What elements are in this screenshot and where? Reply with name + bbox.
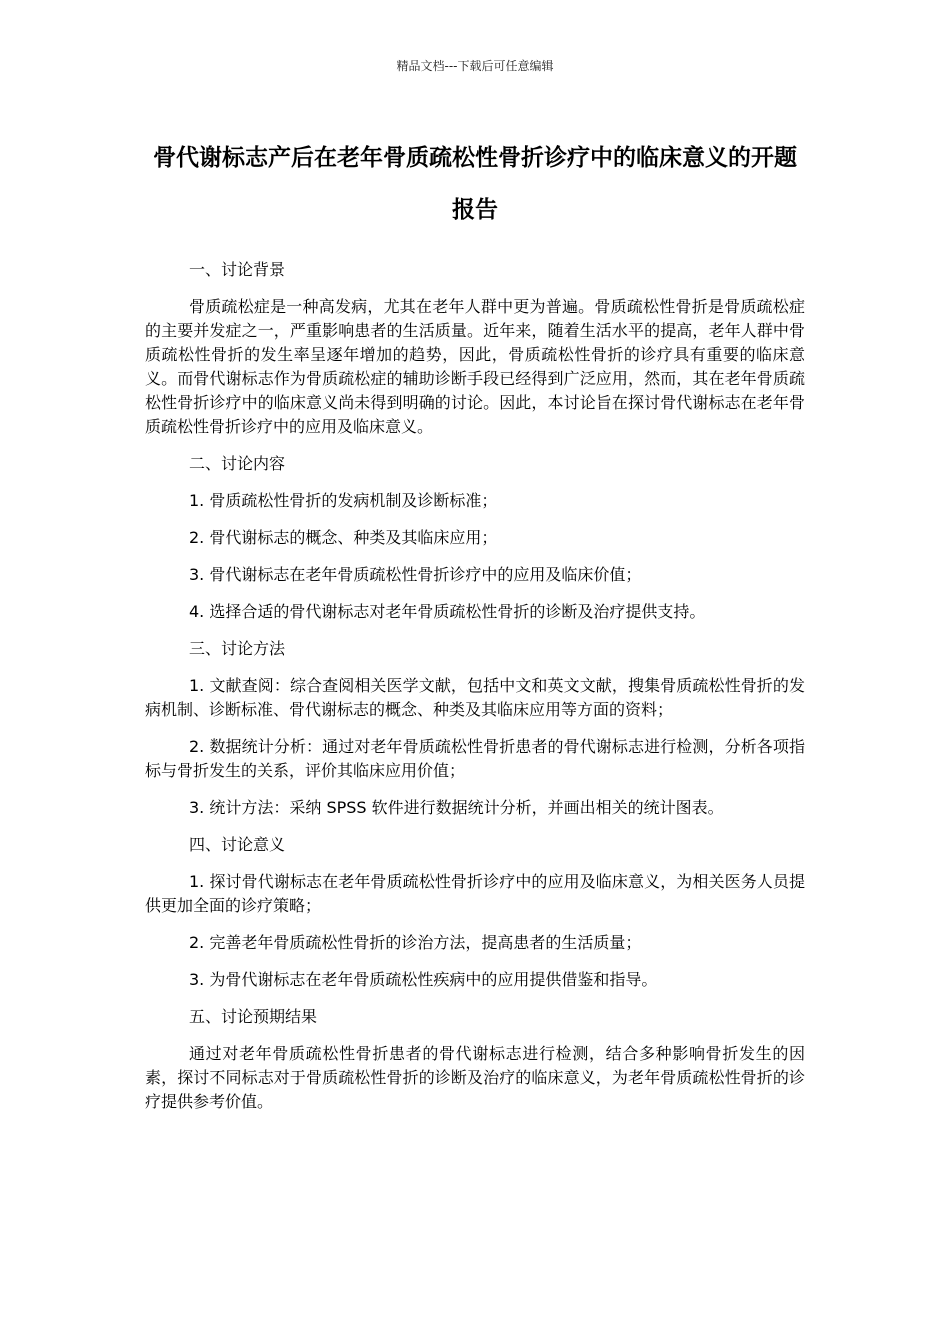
section5-heading: 五、讨论预期结果 bbox=[189, 1007, 318, 1026]
section4-item-1: 1. 探讨骨代谢标志在老年骨质疏松性骨折诊疗中的应用及临床意义，为相关医务人员提供更加全面的诊疗策略； bbox=[145, 872, 805, 915]
section2-item-3: 3. 骨代谢标志在老年骨质疏松性骨折诊疗中的应用及临床价值； bbox=[189, 565, 642, 584]
section4-item-2: 2. 完善老年骨质疏松性骨折的诊治方法，提高患者的生活质量； bbox=[189, 933, 642, 952]
section4-item-3: 3. 为骨代谢标志在老年骨质疏松性疾病中的应用提供借鉴和指导。 bbox=[189, 970, 658, 989]
section3-item-2: 2. 数据统计分析：通过对老年骨质疏松性骨折患者的骨代谢标志进行检测，分析各项指标与骨折发生的关系，评价其临床应用价值； bbox=[145, 737, 805, 780]
section2-item-2: 2. 骨代谢标志的概念、种类及其临床应用； bbox=[189, 528, 498, 547]
section2-heading: 二、讨论内容 bbox=[189, 454, 286, 473]
document-title: 骨代谢标志产后在老年骨质疏松性骨折诊疗中的临床意义的开题报告 bbox=[153, 145, 797, 223]
section2-item-4: 4. 选择合适的骨代谢标志对老年骨质疏松性骨折的诊断及治疗提供支持。 bbox=[189, 602, 706, 621]
section3-heading: 三、讨论方法 bbox=[189, 639, 286, 658]
section4-heading: 四、讨论意义 bbox=[189, 835, 286, 854]
page-header-note: 精品文档---下载后可任意编辑 bbox=[396, 59, 554, 73]
section2-item-1: 1. 骨质疏松性骨折的发病机制及诊断标准； bbox=[189, 491, 498, 510]
section1-heading: 一、讨论背景 bbox=[189, 260, 286, 279]
section5-paragraph: 通过对老年骨质疏松性骨折患者的骨代谢标志进行检测，结合多种影响骨折发生的因素，探讨不同标志对于骨质疏松性骨折的诊断及治疗的临床意义，为老年骨质疏松性骨折的诊疗提供参考价值。 bbox=[145, 1044, 805, 1111]
section3-item-3: 3. 统计方法：采纳 SPSS 软件进行数据统计分析，并画出相关的统计图表。 bbox=[189, 798, 724, 817]
section3-item-1: 1. 文献查阅：综合查阅相关医学文献，包括中文和英文文献，搜集骨质疏松性骨折的发病机制、诊断标准、骨代谢标志的概念、种类及其临床应用等方面的资料； bbox=[145, 676, 805, 719]
section1-paragraph: 骨质疏松症是一种高发病，尤其在老年人群中更为普遍。骨质疏松性骨折是骨质疏松症的主要并发症之一，严重影响患者的生活质量。近年来，随着生活水平的提高，老年人群中骨质疏松性骨折的发生率呈逐年增加的趋势，因此，骨质疏松性骨折的诊疗具有重要的临床意义。而骨代谢标志作为骨质疏松症的辅助诊断手段已经得到广泛应用，然而，其在老年骨质疏松性骨折诊疗中的临床意义尚未得到明确的讨论。因此，本讨论旨在探讨骨代谢标志在老年骨质疏松性骨折诊疗中的应用及临床意义。 bbox=[145, 297, 805, 436]
document-body bbox=[145, 258, 805, 1127]
